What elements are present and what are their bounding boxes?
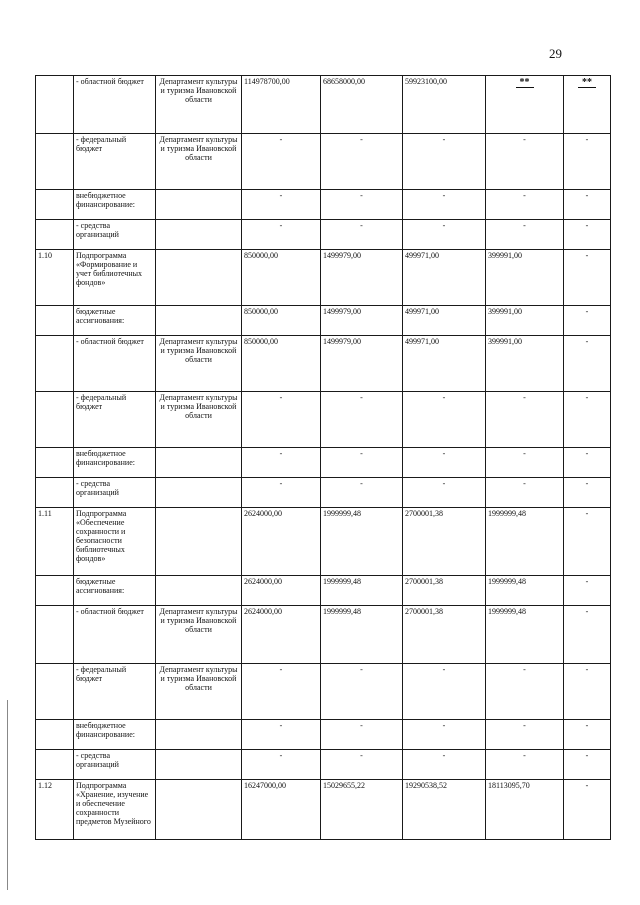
value-cell-4: 1999999,48: [486, 508, 564, 576]
value-cell-1: 2624000,00: [242, 508, 321, 576]
value-cell-3: -: [403, 448, 486, 478]
value-cell-3: 499971,00: [403, 250, 486, 306]
value-cell-5: -: [564, 220, 611, 250]
table-row: [36, 720, 611, 750]
value-cell-4: -: [486, 750, 564, 780]
value-cell-2: -: [321, 220, 403, 250]
value-cell-5: -: [564, 720, 611, 750]
row-department: Департамент культуры и туризма Ивановской области: [156, 134, 242, 190]
value-cell-3: -: [403, 478, 486, 508]
value-cell-3: 59923100,00: [403, 76, 486, 134]
row-department: Департамент культуры и туризма Ивановской области: [156, 606, 242, 664]
table-row: [36, 134, 611, 190]
value-cell-4: 399991,00: [486, 306, 564, 336]
row-department: Департамент культуры и туризма Ивановской области: [156, 664, 242, 720]
value-cell-1: -: [242, 392, 321, 448]
row-name: - областной бюджет: [74, 606, 156, 664]
value-cell-3: 19290538,52: [403, 780, 486, 840]
value-cell-3: 499971,00: [403, 336, 486, 392]
row-number: [36, 478, 74, 508]
value-cell-2: 1499979,00: [321, 336, 403, 392]
row-name: - областной бюджет: [74, 336, 156, 392]
value-cell-5: -: [564, 190, 611, 220]
value-cell-2: -: [321, 448, 403, 478]
row-name: Подпрограмма «Хранение, изучение и обеспечение сохранности предметов Музейного: [74, 780, 156, 840]
row-number: [36, 134, 74, 190]
table-row: [36, 306, 611, 336]
value-cell-2: 1999999,48: [321, 606, 403, 664]
value-cell-2: 68658000,00: [321, 76, 403, 134]
row-name: - средства организаций: [74, 750, 156, 780]
value-cell-4: 399991,00: [486, 250, 564, 306]
row-name: бюджетные ассигнования:: [74, 576, 156, 606]
row-department: [156, 508, 242, 576]
value-cell-3: 2700001,38: [403, 606, 486, 664]
value-cell-5: -: [564, 664, 611, 720]
value-cell-2: -: [321, 664, 403, 720]
table-row: [36, 76, 611, 134]
value-cell-1: -: [242, 720, 321, 750]
row-number: [36, 190, 74, 220]
row-number: 1.12: [36, 780, 74, 840]
value-cell-3: -: [403, 190, 486, 220]
value-cell-4: 18113095,70: [486, 780, 564, 840]
table-row: [36, 780, 611, 840]
value-cell-2: -: [321, 134, 403, 190]
value-cell-2: -: [321, 478, 403, 508]
value-cell-4: 1999999,48: [486, 606, 564, 664]
value-cell-1: -: [242, 190, 321, 220]
row-name: - средства организаций: [74, 478, 156, 508]
value-cell-1: 850000,00: [242, 250, 321, 306]
value-cell-2: 1999999,48: [321, 576, 403, 606]
row-number: [36, 306, 74, 336]
row-name: бюджетные ассигнования:: [74, 306, 156, 336]
value-cell-2: 1999999,48: [321, 508, 403, 576]
value-cell-1: -: [242, 220, 321, 250]
value-cell-2: -: [321, 750, 403, 780]
row-number: [36, 576, 74, 606]
row-name: - федеральный бюджет: [74, 134, 156, 190]
row-number: [36, 750, 74, 780]
table-row: [36, 750, 611, 780]
table-row: [36, 508, 611, 576]
table-row: [36, 606, 611, 664]
row-department: Департамент культуры и туризма Ивановской области: [156, 76, 242, 134]
row-department: Департамент культуры и туризма Ивановской области: [156, 336, 242, 392]
row-name: Подпрограмма «Формирование и учет библиотечных фондов»: [74, 250, 156, 306]
table-row: [36, 664, 611, 720]
value-cell-3: -: [403, 750, 486, 780]
row-name: внебюджетное финансирование:: [74, 448, 156, 478]
value-cell-4: -: [486, 448, 564, 478]
value-cell-2: 1499979,00: [321, 250, 403, 306]
value-cell-1: -: [242, 664, 321, 720]
value-cell-4: -: [486, 220, 564, 250]
row-department: [156, 750, 242, 780]
page-number: 29: [549, 46, 562, 61]
value-cell-3: -: [403, 392, 486, 448]
value-cell-5: [564, 76, 611, 134]
value-cell-5: -: [564, 780, 611, 840]
row-number: [36, 606, 74, 664]
value-cell-4: 399991,00: [486, 336, 564, 392]
row-department: [156, 780, 242, 840]
value-cell-4: -: [486, 134, 564, 190]
row-number: [36, 76, 74, 134]
row-department: [156, 190, 242, 220]
value-cell-4: -: [486, 664, 564, 720]
value-cell-1: 2624000,00: [242, 606, 321, 664]
value-cell-5: -: [564, 606, 611, 664]
row-department: [156, 220, 242, 250]
value-cell-4: 1999999,48: [486, 576, 564, 606]
value-cell-3: 2700001,38: [403, 508, 486, 576]
value-cell-4: -: [486, 720, 564, 750]
value-cell-5: -: [564, 448, 611, 478]
row-number: [36, 336, 74, 392]
row-name: внебюджетное финансирование:: [74, 720, 156, 750]
scan-edge-line: [7, 700, 8, 890]
row-name: - федеральный бюджет: [74, 392, 156, 448]
row-name: - федеральный бюджет: [74, 664, 156, 720]
row-number: [36, 720, 74, 750]
value-cell-1: 850000,00: [242, 306, 321, 336]
row-department: [156, 250, 242, 306]
value-cell-3: 2700001,38: [403, 576, 486, 606]
row-number: [36, 448, 74, 478]
value-cell-5: -: [564, 750, 611, 780]
value-cell-2: 1499979,00: [321, 306, 403, 336]
table-row: [36, 392, 611, 448]
row-department: Департамент культуры и туризма Ивановской области: [156, 392, 242, 448]
value-cell-4: -: [486, 478, 564, 508]
value-cell-3: -: [403, 664, 486, 720]
value-cell-1: -: [242, 750, 321, 780]
table-row: [36, 336, 611, 392]
value-cell-5: -: [564, 250, 611, 306]
value-cell-3: -: [403, 720, 486, 750]
row-number: 1.10: [36, 250, 74, 306]
value-cell-1: 2624000,00: [242, 576, 321, 606]
row-name: - средства организаций: [74, 220, 156, 250]
value-cell-5: -: [564, 576, 611, 606]
row-department: [156, 576, 242, 606]
value-cell-2: -: [321, 720, 403, 750]
note-marker: **: [516, 78, 534, 88]
value-cell-4: [486, 76, 564, 134]
row-department: [156, 306, 242, 336]
row-name: - областной бюджет: [74, 76, 156, 134]
table-row: [36, 448, 611, 478]
value-cell-3: -: [403, 220, 486, 250]
value-cell-5: -: [564, 336, 611, 392]
value-cell-5: -: [564, 392, 611, 448]
table-row: [36, 220, 611, 250]
value-cell-1: 850000,00: [242, 336, 321, 392]
budget-table: [35, 75, 611, 840]
value-cell-2: -: [321, 190, 403, 220]
row-number: [36, 220, 74, 250]
value-cell-1: 16247000,00: [242, 780, 321, 840]
row-name: Подпрограмма «Обеспечение сохранности и безопасности библиотечных фондов»: [74, 508, 156, 576]
value-cell-4: -: [486, 190, 564, 220]
value-cell-4: -: [486, 392, 564, 448]
value-cell-5: -: [564, 478, 611, 508]
row-department: [156, 720, 242, 750]
value-cell-1: -: [242, 478, 321, 508]
note-marker: **: [578, 78, 596, 88]
row-name: внебюджетное финансирование:: [74, 190, 156, 220]
value-cell-1: -: [242, 134, 321, 190]
row-department: [156, 448, 242, 478]
value-cell-5: -: [564, 306, 611, 336]
value-cell-5: -: [564, 508, 611, 576]
table-row: [36, 478, 611, 508]
value-cell-2: -: [321, 392, 403, 448]
table-row: [36, 250, 611, 306]
table-row: [36, 576, 611, 606]
value-cell-2: 15029655,22: [321, 780, 403, 840]
value-cell-3: 499971,00: [403, 306, 486, 336]
row-number: [36, 664, 74, 720]
row-number: 1.11: [36, 508, 74, 576]
value-cell-3: -: [403, 134, 486, 190]
value-cell-5: -: [564, 134, 611, 190]
row-department: [156, 478, 242, 508]
value-cell-1: -: [242, 448, 321, 478]
row-number: [36, 392, 74, 448]
value-cell-1: 114978700,00: [242, 76, 321, 134]
table-row: [36, 190, 611, 220]
